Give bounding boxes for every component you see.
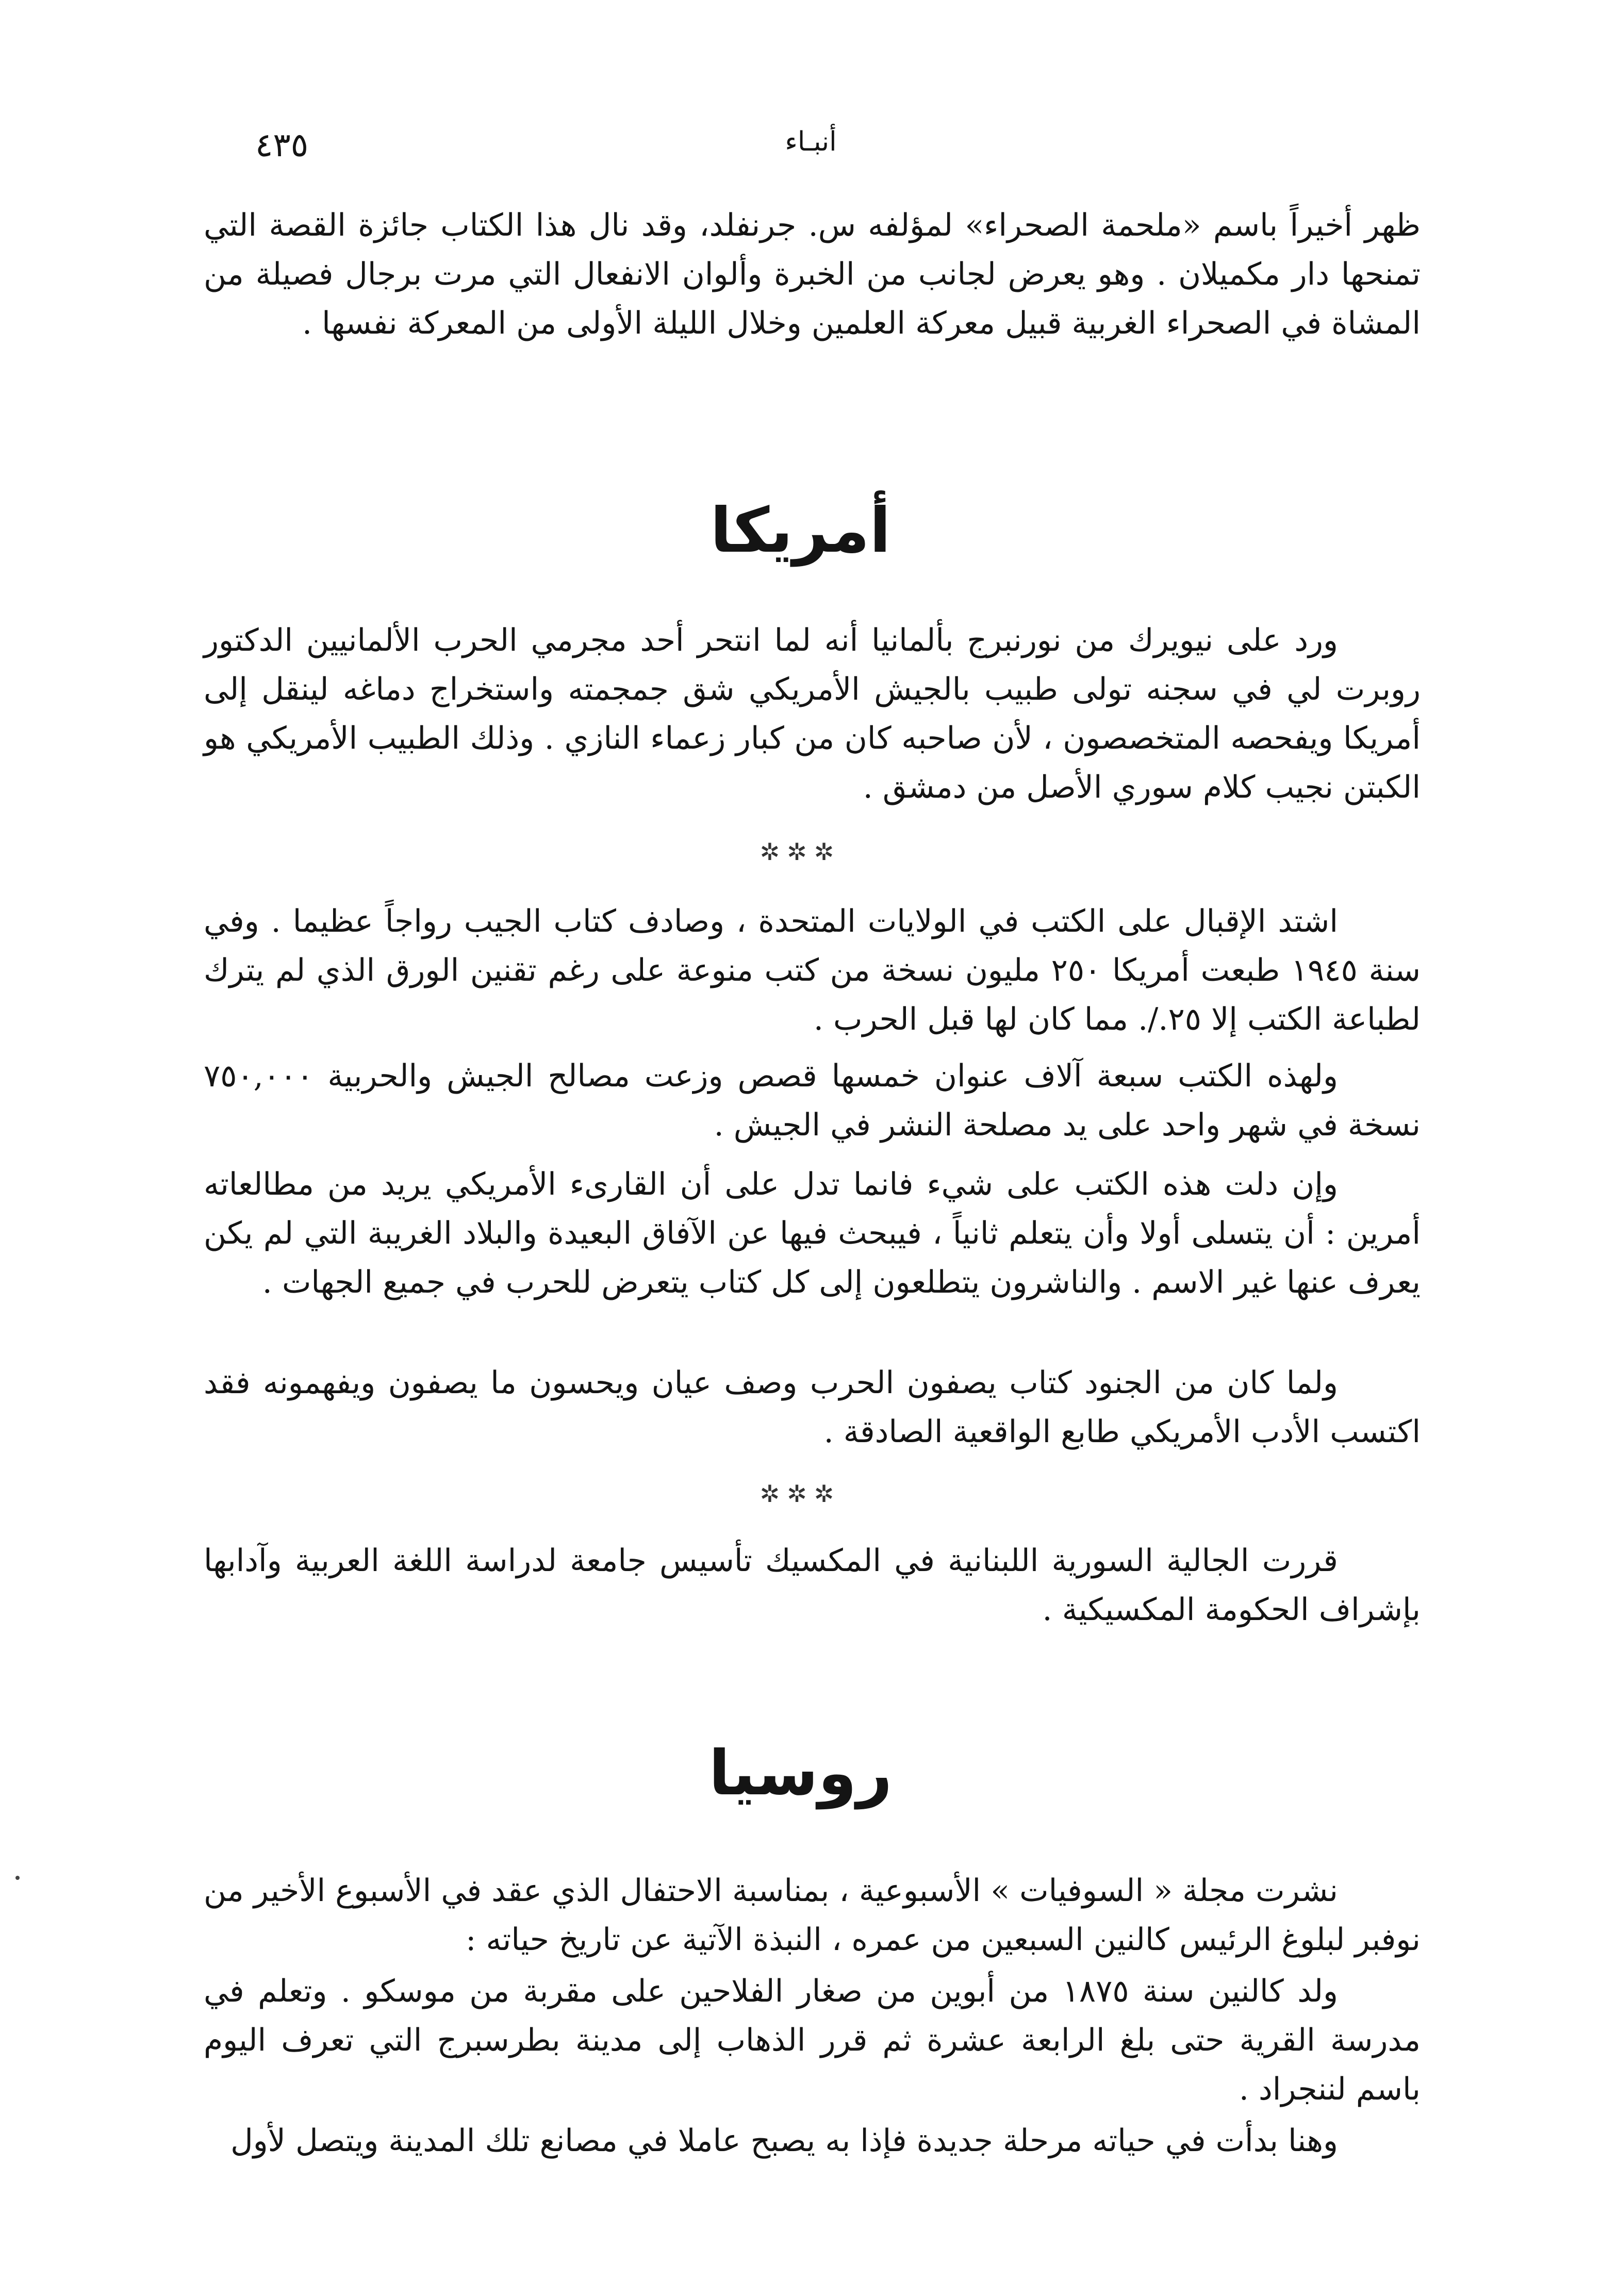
america-paragraph-3: ولهذه الكتب سبعة آلاف عنوان خمسها قصص وزعت مصالح الجيش والحربية ٧٥٠,٠٠٠ نسخة في شهر واحد على يد مصلحة النشر في الجيش .: [204, 1058, 1421, 1143]
russia-paragraph-2: ولد كالنين سنة ١٨٧٥ من أبوين من صغار الفلاحين على مقربة من موسكو . وتعلم في مدرسة القرية حتى بلغ الرابعة عشرة ثم قرر الذهاب إلى مدينة بطرسبرج التي تعرف اليوم باسم لننجراد .: [204, 1973, 1421, 2107]
america-paragraph-1: ورد على نيويرك من نورنبرج بألمانيا أنه لما انتحر أحد مجرمي الحرب الألمانيين الدكتور روبرت لي في سجنه تولى طبيب بالجيش الأمريكي شق جمجمته واستخراج دماغه لينقل إلى أمريكا ويفحصه المتخصصون ، لأن صاحبه كان من كبار زعماء النازي . وذلك الطبيب الأمريكي هو الكبتن نجيب كلام سوري الأصل من دمشق .: [204, 622, 1421, 805]
america-paragraph-2: اشتد الإقبال على الكتب في الولايات المتحدة ، وصادف كتاب الجيب رواجاً عظيما . وفي سنة ١٩٤٥ طبعت أمريكا ٢٥٠ مليون نسخة من كتب منوعة على رغم تقنين الورق الذي لم يترك لطباعة الكتب إلا ٢٥./. مما كان لها قبل الحرب .: [204, 903, 1421, 1037]
section-heading-america: أمريكا: [710, 495, 891, 567]
intro-paragraph: ظهر أخيراً باسم «ملحمة الصحراء» لمؤلفه س. جرنفلد، وقد نال هذا الكتاب جائزة القصة التي تمنحها دار مكميلان . وهو يعرض لجانب من الخبرة وألوان الانفعال التي مرت برجال فصيلة من المشاة في الصحراء الغربية قبيل معركة العلمين وخلال الليلة الأولى من المعركة نفسها .: [204, 207, 1421, 341]
section-heading-russia: روسيا: [708, 1738, 893, 1809]
running-title: أنبـاء: [785, 126, 837, 157]
page-number: ٤٣٥: [255, 126, 309, 164]
russia-paragraph-3: وهنا بدأت في حياته مرحلة جديدة فإذا به يصبح عاملا في مصانع تلك المدينة ويتصل لأول: [230, 2123, 1338, 2159]
section-divider-stars: ✲✲✲: [760, 1480, 841, 1508]
section-divider-stars: ✲✲✲: [760, 838, 841, 866]
russia-paragraph-1: نشرت مجلة « السوفيات » الأسبوعية ، بمناسبة الاحتفال الذي عقد في الأسبوع الأخير من نوفبر لبلوغ الرئيس كالنين السبعين من عمره ، النبذة الآتية عن تاريخ حياته :: [204, 1873, 1421, 1958]
america-paragraph-4: وإن دلت هذه الكتب على شيء فانما تدل على أن القارىء الأمريكي يريد من مطالعاته أمرين : أن يتسلى أولا وأن يتعلم ثانياً ، فيبحث فيها عن الآفاق البعيدة والبلاد الغريبة التي لم يكن يعرف عنها غير الاسم . والناشرون يتطلعون إلى كل كتاب يتعرض للحرب في جميع الجهات .: [204, 1166, 1421, 1300]
america-paragraph-6: قررت الجالية السورية اللبنانية في المكسيك تأسيس جامعة لدراسة اللغة العربية وآدابها بإشراف الحكومة المكسيكية .: [204, 1543, 1421, 1628]
america-paragraph-5: ولما كان من الجنود كتاب يصفون الحرب وصف عيان ويحسون ما يصفون ويفهمونه فقد اكتسب الأدب الأمريكي طابع الواقعية الصادقة .: [204, 1365, 1421, 1450]
scan-speck: [15, 1876, 20, 1880]
running-header: [206, 121, 1415, 173]
